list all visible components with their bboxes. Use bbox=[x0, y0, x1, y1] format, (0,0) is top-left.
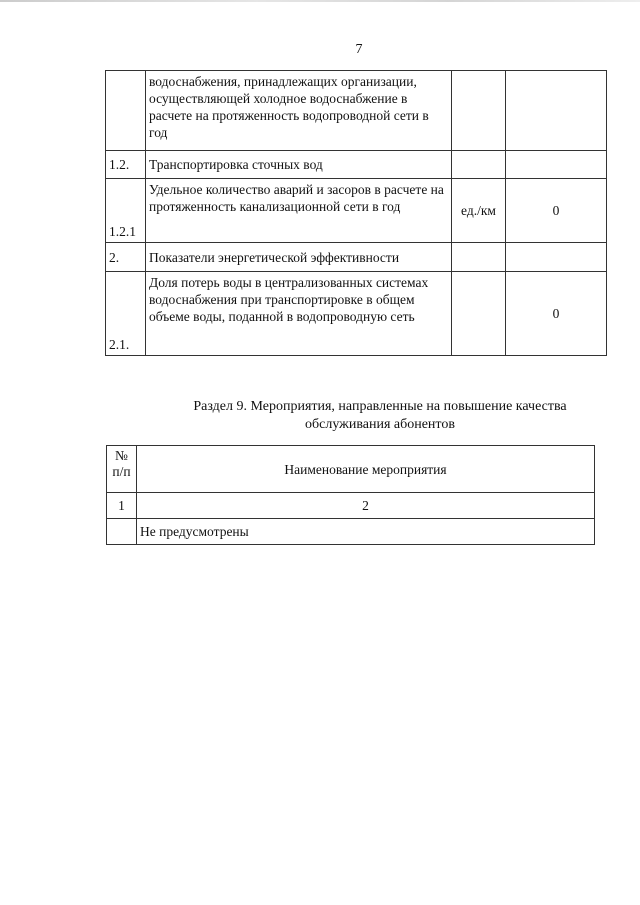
table-row bbox=[106, 272, 607, 356]
indicator-unit bbox=[452, 71, 506, 151]
indicator-value: 0 bbox=[506, 272, 607, 356]
measure-name: Не предусмотрены bbox=[137, 519, 595, 545]
row-number: 1.2.1 bbox=[106, 179, 146, 243]
indicator-unit bbox=[452, 272, 506, 356]
row-number: 1.2. bbox=[106, 151, 146, 179]
header-number-sign: № bbox=[115, 448, 128, 463]
indicator-name: Показатели энергетической эффективности bbox=[146, 243, 452, 272]
indicator-name: Удельное количество аварий и засоров в расчете на протяженность канализационной сети в год bbox=[146, 179, 452, 243]
header-measure-name: Наименование мероприятия bbox=[137, 446, 595, 493]
table-row bbox=[107, 493, 595, 519]
row-number bbox=[106, 71, 146, 151]
section-title bbox=[160, 398, 600, 434]
section-title-line: обслуживания абонентов bbox=[305, 417, 455, 432]
indicator-unit bbox=[452, 151, 506, 179]
row-number: 2. bbox=[106, 243, 146, 272]
section-title-line: Раздел 9. Мероприятия, направленные на повышение качества bbox=[193, 399, 567, 414]
column-index: 1 bbox=[107, 493, 137, 519]
row-number bbox=[107, 519, 137, 545]
table-row bbox=[106, 179, 607, 243]
indicator-value: 0 bbox=[506, 179, 607, 243]
indicator-value bbox=[506, 151, 607, 179]
page-number: 7 bbox=[355, 42, 363, 57]
indicator-value bbox=[506, 243, 607, 272]
table-row bbox=[106, 151, 607, 179]
table-row bbox=[107, 519, 595, 545]
indicator-name: Доля потерь воды в централизованных системах водоснабжения при транспортировке в общем объеме воды, поданной в водопроводную сеть bbox=[146, 272, 452, 356]
indicator-unit bbox=[452, 243, 506, 272]
header-number bbox=[107, 446, 137, 493]
row-number: 2.1. bbox=[106, 272, 146, 356]
indicator-value bbox=[506, 71, 607, 151]
indicators-table bbox=[105, 70, 607, 356]
column-index: 2 bbox=[137, 493, 595, 519]
indicator-name: водоснабжения, принадлежащих организации, осуществляющей холодное водоснабжение в расчете на протяженность водопроводной сети в год bbox=[146, 71, 452, 151]
table-header-row bbox=[107, 446, 595, 493]
indicator-name: Транспортировка сточных вод bbox=[146, 151, 452, 179]
table-row bbox=[106, 71, 607, 151]
indicator-unit: ед./км bbox=[452, 179, 506, 243]
header-number-abbr: п/п bbox=[112, 464, 131, 479]
table-row bbox=[106, 243, 607, 272]
measures-table bbox=[106, 445, 595, 545]
scan-edge bbox=[0, 0, 640, 2]
